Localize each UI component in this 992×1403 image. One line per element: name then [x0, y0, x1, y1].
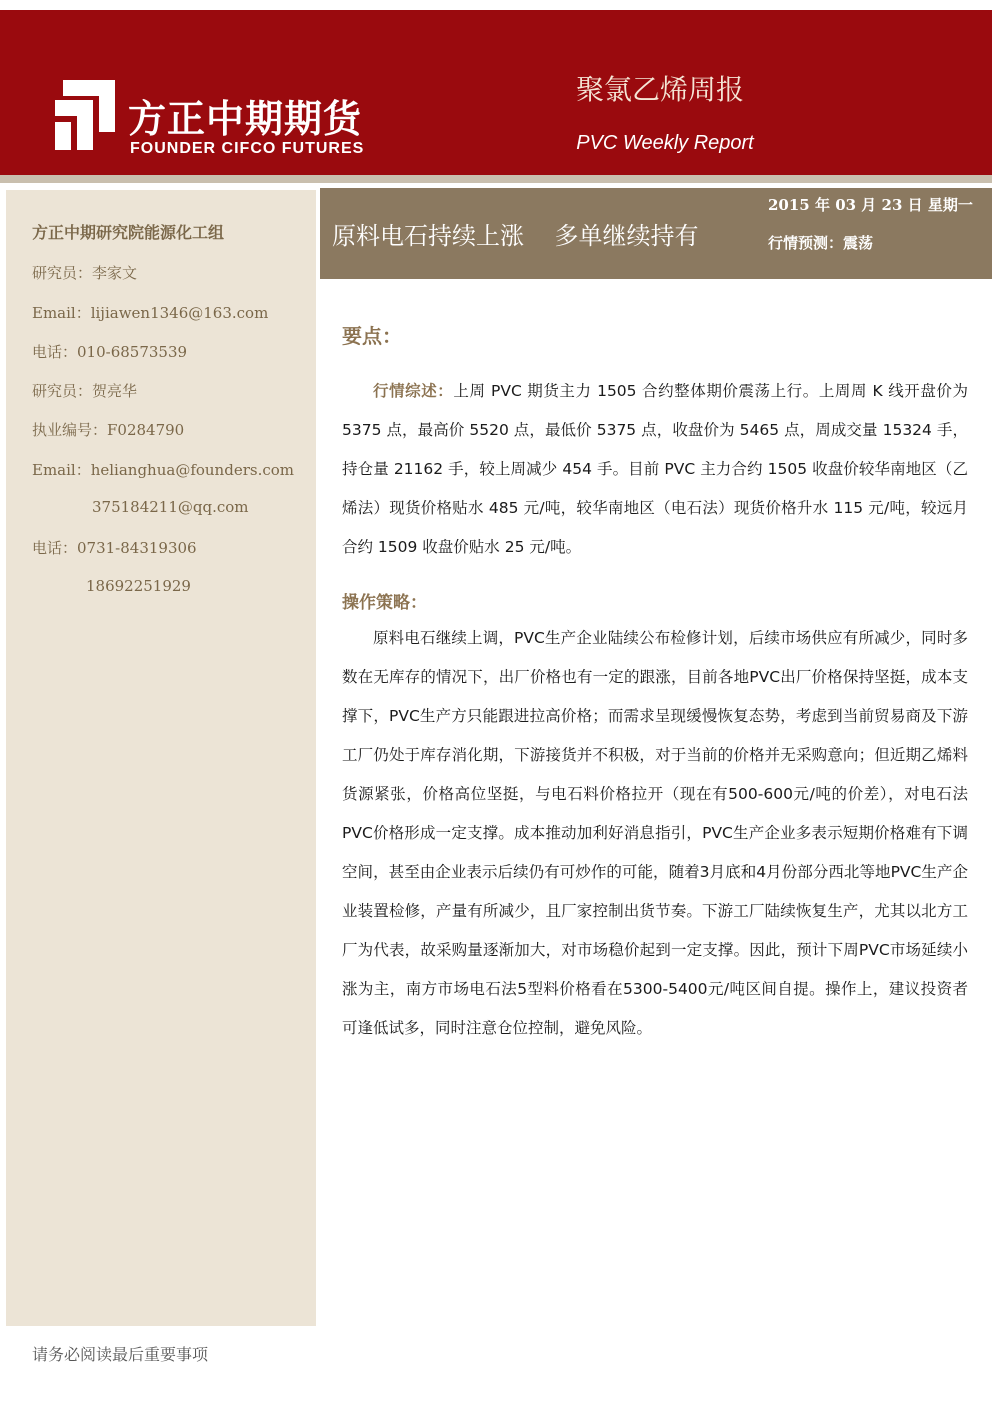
brand-name-en: FOUNDER CIFCO FUTURES [130, 140, 365, 157]
market-forecast: 行情预测：震荡 [768, 234, 874, 252]
analyst-phone: 电话：0731-84319306 [32, 539, 197, 557]
author-sidebar [6, 190, 316, 1326]
analyst-phone-alt: 18692251929 [86, 577, 191, 595]
brand-name-cn: 方正中期期货 [128, 97, 363, 141]
license-number: 执业编号：F0284790 [32, 421, 185, 439]
market-summary [342, 372, 968, 567]
strategy-heading: 操作策略： [342, 593, 427, 613]
header-band [0, 10, 992, 175]
strategy-paragraph [342, 619, 968, 1048]
headline: 原料电石持续上涨 多单继续持有 [332, 222, 699, 250]
summary-text: 上周 PVC 期货主力 1505 合约整体期价震荡上行。上周周 K 线开盘价为 5375 点，最高价 5520 点，最低价 5375 点，收盘价为 5465 点，周成交量 15324 手，持仓量 21162 手，较上周减少 454 手。目前 PVC 主力合约 1505 收盘价较华南地区（乙烯法）现货价格贴水 485 元/吨，较华南地区（电石法）现货价格升水 115 元/吨，较远月合约 1509 收盘价贴水 25 元/吨。 [342, 382, 968, 556]
analyst-name: 研究员：贺亮华 [32, 382, 138, 400]
research-group: 方正中期研究院能源化工组 [32, 223, 225, 242]
report-date: 2015 年 03 月 23 日 星期一 [768, 196, 973, 214]
analyst-email: Email：lijiawen1346@163.com [32, 304, 269, 322]
strategy-text: 原料电石继续上调，PVC生产企业陆续公布检修计划，后续市场供应有所减少，同时多数在无库存的情况下，出厂价格也有一定的跟涨，目前各地PVC出厂价格保持坚挺，成本支撑下，PVC生产方只能跟进拉高价格；而需求呈现缓慢恢复态势，考虑到当前贸易商及下游工厂仍处于库存消化期，下游接货并不积极，对于当前的价格并无采购意向；但近期乙烯料货源紧张，价格高位坚挺，与电石料价格拉开（现在有500-600元/吨的价差），对电石法PVC价格形成一定支撑。成本推动加利好消息指引，PVC生产企业多表示短期价格难有下调空间，甚至由企业表示后续仍有可炒作的可能，随着3月底和4月份部分西北等地PVC生产企业装置检修，产量有所减少，且厂家控制出货节奏。下游工厂陆续恢复生产，尤其以北方工厂为代表，故采购量逐渐加大，对市场稳价起到一定支撑。因此，预计下周PVC市场延续小涨为主，南方市场电石法5型料价格看在5300-5400元/吨区间自提。操作上，建议投资者可逢低试多，同时注意仓位控制，避免风险。 [342, 629, 968, 1037]
analyst-email: Email：helianghua@founders.com [32, 461, 294, 479]
headline-bar [320, 188, 992, 279]
disclaimer-note: 请务必阅读最后重要事项 [32, 1345, 209, 1364]
report-title-en: PVC Weekly Report [576, 132, 754, 154]
founder-logo-icon [55, 80, 115, 150]
summary-lead: 行情综述： [373, 382, 454, 400]
key-points-heading: 要点： [342, 324, 402, 348]
report-title-cn: 聚氯乙烯周报 [575, 73, 744, 106]
analyst-name: 研究员：李家文 [32, 264, 138, 282]
analyst-email-alt: 375184211@qq.com [92, 498, 249, 516]
analyst-phone: 电话：010-68573539 [32, 343, 188, 361]
